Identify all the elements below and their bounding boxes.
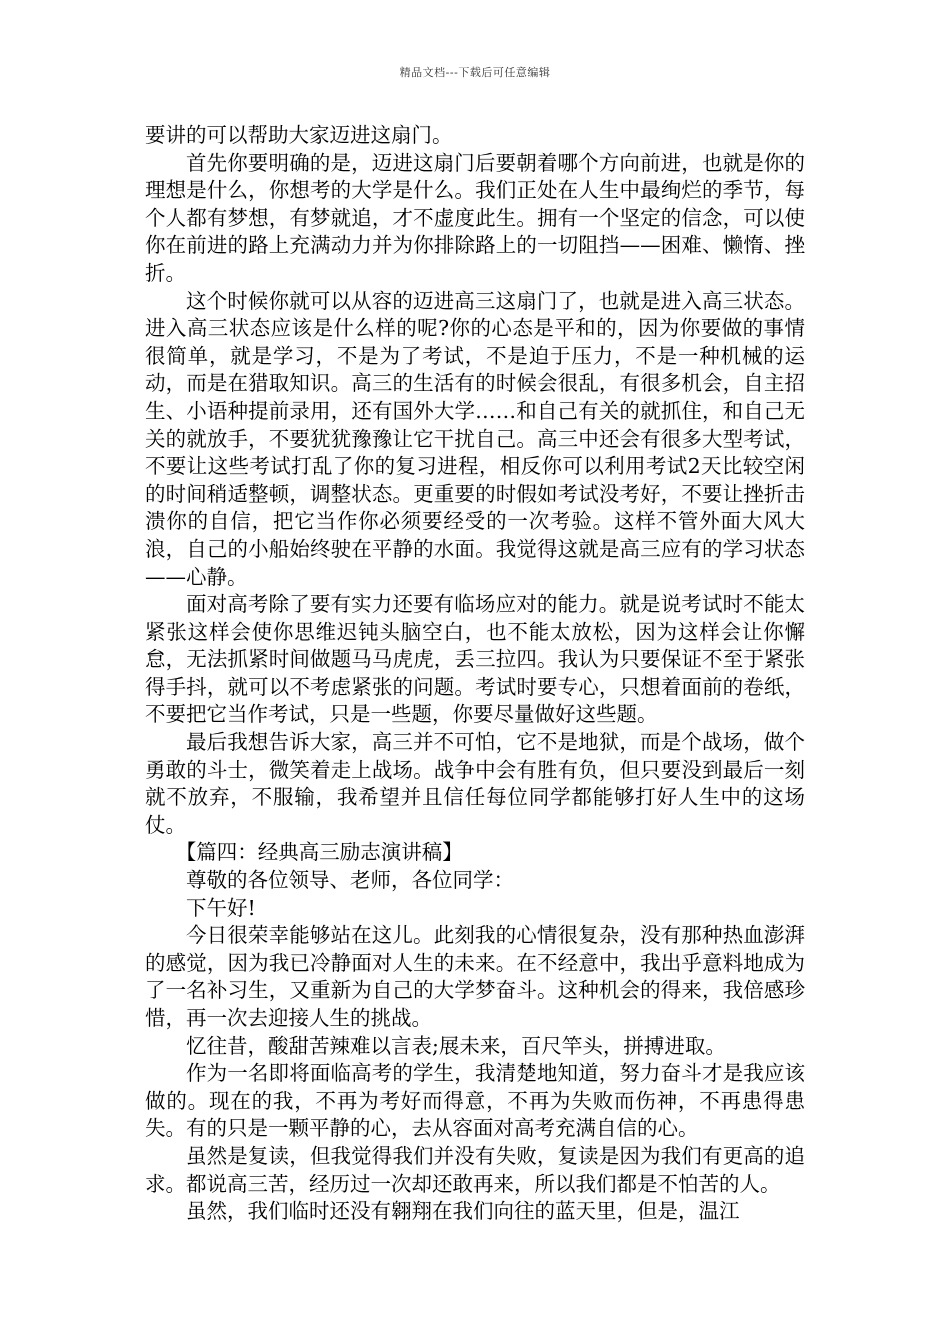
page-header: 精品文档---下载后可任意编辑 [399, 66, 551, 79]
paragraph: 最后我想告诉大家，高三并不可怕，它不是地狱，而是个战场，做个勇敢的斗士，微笑着走上战场。战争中会有胜有负，但只要没到最后一刻就不放弃，不服输，我希望并且信任每位同学都能够打好人生中的这场仗。 [145, 730, 805, 837]
paragraph: 这个时候你就可以从容的迈进高三这扇门了，也就是进入高三状态。进入高三状态应该是什么样的呢?你的心态是平和的，因为你要做的事情很简单，就是学习，不是为了考试，不是迫于压力，不是一种机械的运动，而是在猎取知识。高三的生活有的时候会很乱，有很多机会，自主招生、小语种提前录用，还有国外大学……和自己有关的就抓住，和自己无关的就放手，不要犹犹豫豫让它干扰自己。高三中还会有很多大型考试，不要让这些考试打乱了你的复习进程，相反你可以利用考试2天比较空闲的时间稍适整顿，调整状态。更重要的时假如考试没考好，不要让挫折击溃你的自信，把它当作你必须要经受的一次考验。这样不管外面大风大浪，自己的小船始终驶在平静的水面。我觉得这就是高三应有的学习状态——心静。 [145, 288, 805, 589]
greeting: 下午好! [186, 895, 256, 920]
paragraph: 首先你要明确的是，迈进这扇门后要朝着哪个方向前进，也就是你的理想是什么，你想考的大学是什么。我们正处在人生中最绚烂的季节，每个人都有梦想，有梦就追，才不虚度此生。拥有一个坚定的信念，可以使你在前进的路上充满动力并为你排除路上的一切阻挡——困难、懒惰、挫折。 [145, 150, 805, 285]
paragraph: 面对高考除了要有实力还要有临场应对的能力。就是说考试时不能太紧张这样会使你思维迟钝头脑空白，也不能太放松，因为这样会让你懈怠，无法抓紧时间做题马马虎虎，丢三拉四。我认为只要保证不至于紧张得手抖，就可以不考虑紧张的问题。考试时要专心，只想着面前的卷纸，不要把它当作考试，只是一些题，你要尽量做好这些题。 [145, 592, 805, 727]
paragraph: 虽然，我们临时还没有翱翔在我们向往的蓝天里，但是，温江 [186, 1199, 740, 1224]
salutation: 尊敬的各位领导、老师，各位同学： [186, 868, 514, 893]
document-body [145, 122, 805, 1226]
paragraph: 忆往昔，酸甜苦辣难以言表;展未来，百尺竿头，拼搏进取。 [186, 1033, 726, 1058]
section-heading: 【篇四：经典高三励志演讲稿】 [175, 840, 463, 865]
paragraph: 要讲的可以帮助大家迈进这扇门。 [145, 123, 453, 147]
paragraph: 作为一名即将面临高考的学生，我清楚地知道，努力奋斗才是我应该做的。现在的我，不再为考好而得意，不再为失败而伤神，不再患得患失。有的只是一颗平静的心，去从容面对高考充满自信的心。 [145, 1061, 805, 1141]
paragraph: 今日很荣幸能够站在这儿。此刻我的心情很复杂，没有那种热血澎湃的感觉，因为我已冷静面对人生的未来。在不经意中，我出乎意料地成为了一名补习生，又重新为自己的大学梦奋斗。这种机会的得来，我倍感珍惜，再一次去迎接人生的挑战。 [145, 923, 805, 1030]
paragraph: 虽然是复读，但我觉得我们并没有失败，复读是因为我们有更高的追求。都说高三苦，经历过一次却还敢再来，所以我们都是不怕苦的人。 [145, 1143, 805, 1196]
